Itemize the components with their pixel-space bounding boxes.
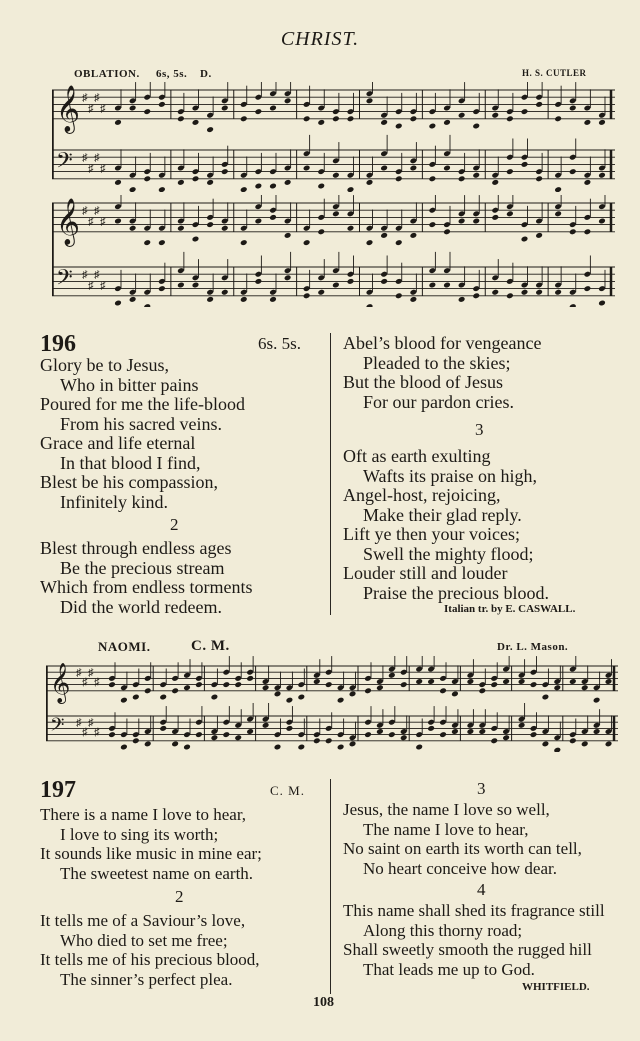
stanza-number-3-197: 3 — [477, 779, 486, 798]
tune-name-oblation: OBLATION. — [74, 68, 140, 80]
verse-line: Swell the mighty flood; — [363, 543, 534, 564]
music-score-oblation-system-1 — [52, 82, 615, 192]
verse-line: But the blood of Jesus — [343, 372, 503, 392]
svg-text:♯: ♯ — [94, 726, 100, 739]
verse-line: It tells me of a Saviour’s love, — [40, 911, 246, 930]
svg-text:♯: ♯ — [94, 92, 100, 105]
verse-line: Abel’s blood for vengeance — [343, 333, 542, 353]
hymn-197-stanza-3 — [343, 800, 582, 878]
svg-text:♯: ♯ — [82, 152, 88, 165]
bass-clef-icon: 𝄢 — [50, 714, 65, 741]
hymn-197-stanza-4 — [343, 901, 605, 979]
svg-text:♯: ♯ — [94, 269, 100, 282]
svg-text:♯: ♯ — [88, 667, 94, 680]
hymn-197-credit: WHITFIELD. — [522, 981, 590, 993]
hymn-number-197: 197 — [40, 777, 76, 803]
tune-meter-naomi: C. M. — [191, 638, 230, 654]
hymn-meter-196: 6s. 5s. — [258, 334, 301, 353]
tune-composer-cutler: H. S. CUTLER — [522, 68, 587, 78]
tune-name-naomi: NAOMI. — [98, 639, 151, 654]
stanza-number-3: 3 — [475, 420, 484, 439]
stanza-number-4-197: 4 — [477, 880, 486, 899]
page-header: CHRIST. — [280, 28, 360, 50]
stanza-number-2-197: 2 — [175, 887, 184, 906]
verse-line: Louder still and louder — [343, 563, 508, 583]
hymn-196-stanza-3 — [343, 447, 549, 603]
verse-line: Who in bitter pains — [60, 374, 199, 395]
bass-clef-icon: 𝄢 — [56, 265, 73, 296]
verse-line: Did the world redeem. — [60, 596, 222, 617]
column-divider-197 — [330, 779, 331, 994]
verse-line: Jesus, the name I love so well, — [343, 800, 550, 819]
verse-line: This name shall shed its fragrance still — [343, 901, 605, 920]
verse-line: The name I love to hear, — [363, 819, 529, 839]
verse-line: Poured for me the life-blood — [40, 394, 245, 414]
hymn-196-stanza-2 — [40, 539, 252, 617]
svg-text:♯: ♯ — [94, 205, 100, 218]
verse-line: Which from endless torments — [40, 577, 253, 597]
page-number: 108 — [313, 995, 334, 1010]
verse-line: No heart conceive how dear. — [363, 858, 557, 878]
verse-line: Be the precious stream — [60, 557, 225, 578]
treble-clef-icon: 𝄞 — [50, 662, 71, 703]
svg-text:♯: ♯ — [82, 205, 88, 218]
verse-line: Wafts its praise on high, — [363, 465, 538, 486]
verse-line: From his sacred veins. — [60, 413, 222, 434]
bass-clef-icon: 𝄢 — [56, 148, 73, 179]
music-score-naomi — [46, 656, 618, 752]
verse-line: There is a name I love to hear, — [40, 805, 247, 824]
verse-line: Praise the precious blood. — [363, 582, 549, 603]
treble-clef-icon: 𝄞 — [56, 84, 80, 132]
music-score-oblation-system-2 — [52, 195, 615, 307]
verse-line: Shall sweetly smooth the rugged hill — [343, 940, 592, 959]
verse-line: In that blood I find, — [60, 452, 201, 473]
tune-meter-oblation: 6s, 5s. — [156, 68, 188, 80]
svg-text:♯: ♯ — [94, 152, 100, 165]
hymn-197-stanza-2 — [40, 911, 260, 989]
svg-text:♯: ♯ — [82, 92, 88, 105]
hymn-196-credit: Italian tr. by E. CASWALL. — [444, 603, 576, 615]
svg-text:♯: ♯ — [88, 216, 94, 228]
svg-text:♯: ♯ — [88, 163, 94, 175]
verse-line: Glory be to Jesus, — [40, 355, 169, 375]
verse-line: For our pardon cries. — [363, 391, 514, 412]
verse-line: The sinner’s perfect plea. — [60, 969, 233, 989]
verse-line: Pleaded to the skies; — [363, 352, 511, 373]
hymn-number-196: 196 — [40, 331, 76, 357]
treble-clef-icon: 𝄞 — [56, 197, 80, 245]
svg-text:♯: ♯ — [88, 280, 94, 292]
svg-text:♯: ♯ — [94, 676, 100, 689]
hymn-196-stanza-2-cont — [343, 334, 541, 412]
svg-text:♯: ♯ — [100, 216, 106, 228]
verse-line: The sweetest name on earth. — [60, 863, 254, 883]
verse-line: It tells me of his precious blood, — [40, 950, 260, 969]
svg-text:♯: ♯ — [100, 280, 106, 292]
verse-line: Infinitely kind. — [60, 491, 168, 512]
svg-text:♯: ♯ — [82, 269, 88, 282]
verse-line: Who died to set me free; — [60, 930, 228, 950]
svg-text:♯: ♯ — [76, 717, 82, 730]
svg-text:♯: ♯ — [82, 676, 88, 689]
verse-line: That leads me up to God. — [363, 959, 535, 979]
tune-meter-mark: D. — [200, 68, 212, 80]
verse-line: Make their glad reply. — [363, 504, 522, 525]
verse-line: Blest be his compassion, — [40, 472, 218, 492]
svg-text:♯: ♯ — [100, 103, 106, 115]
hymn-196-stanza-1 — [40, 356, 245, 512]
column-divider — [330, 333, 331, 615]
svg-text:♯: ♯ — [82, 726, 88, 739]
svg-text:♯: ♯ — [88, 717, 94, 730]
verse-line: Angel-host, rejoicing, — [343, 485, 501, 505]
hymn-meter-197: C. M. — [270, 783, 305, 798]
stanza-number-2: 2 — [170, 515, 179, 534]
verse-line: Lift ye then your voices; — [343, 524, 520, 544]
verse-line: I love to sing its worth; — [60, 824, 219, 844]
svg-text:♯: ♯ — [88, 103, 94, 115]
verse-line: Grace and life eternal — [40, 433, 196, 453]
verse-line: No saint on earth its worth can tell, — [343, 839, 582, 858]
svg-text:♯: ♯ — [100, 163, 106, 175]
verse-line: Blest through endless ages — [40, 538, 232, 558]
verse-line: Oft as earth exulting — [343, 446, 491, 466]
verse-line: It sounds like music in mine ear; — [40, 844, 262, 863]
tune-composer-mason: Dr. L. Mason. — [497, 641, 569, 653]
verse-line: Along this thorny road; — [363, 920, 523, 940]
hymn-197-stanza-1 — [40, 805, 262, 883]
svg-text:♯: ♯ — [76, 667, 82, 680]
